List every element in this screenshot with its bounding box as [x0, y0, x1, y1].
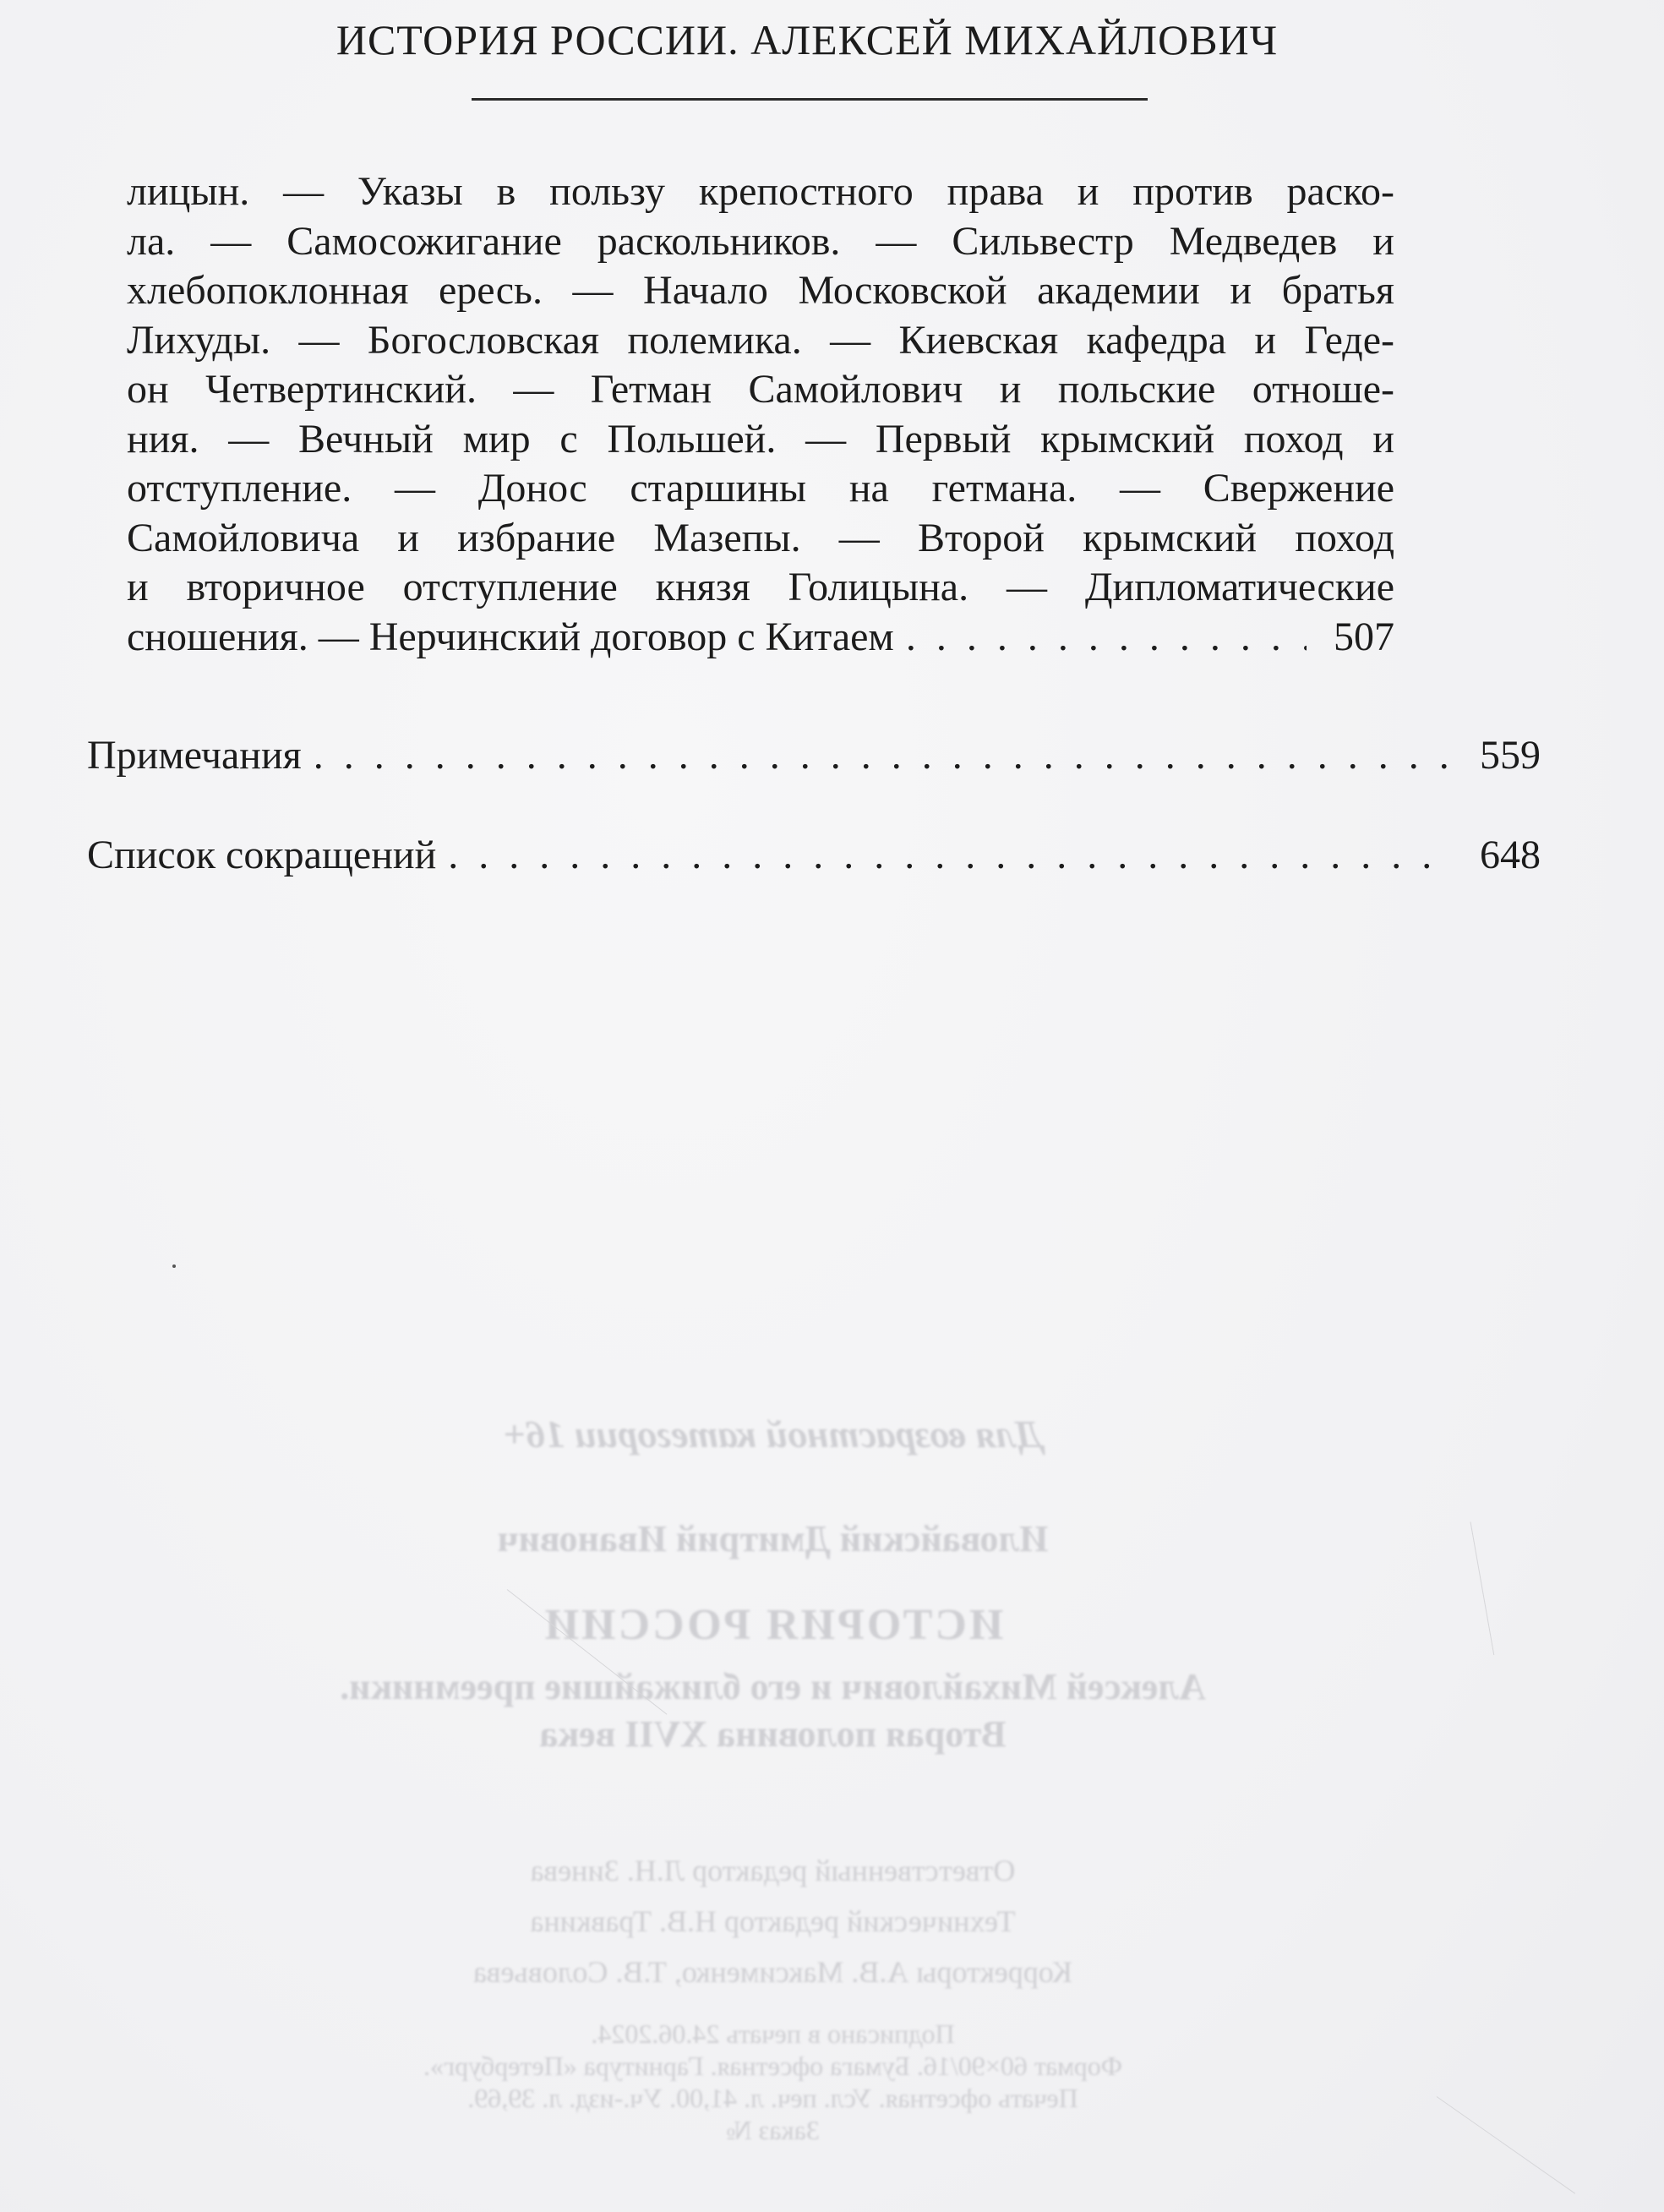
showthrough-subtitle: Алексей Михайлович и его ближайшие преемники.	[340, 1666, 1206, 1707]
running-title: ИСТОРИЯ РОССИИ. АЛЕКСЕЙ МИХАЙЛОВИЧ	[336, 16, 1279, 63]
showthrough-print-line: Печать офсетная. Усл. печ. л. 41,00. Уч.-изд. л. 39,69.	[467, 2083, 1078, 2113]
dot-leader	[448, 832, 1453, 878]
toc-text-line: лицын. — Указы в пользу крепостного права и против раско-	[127, 169, 1394, 214]
showthrough-title: ИСТОРИЯ РОССИИ	[542, 1601, 1004, 1649]
page-number: 507	[1334, 614, 1394, 659]
showthrough-staff-line: Технический редактор Н.В. Травкина	[530, 1904, 1016, 1938]
toc-text-line: Самойловича и избрание Мазепы. — Второй крымский поход	[127, 515, 1394, 560]
page-number: 648	[1480, 833, 1541, 877]
toc-entry-title: Примечания	[87, 733, 302, 778]
dot-leader	[314, 732, 1453, 778]
toc-entry-notes[interactable]	[87, 732, 1541, 778]
toc-entry-title: Список сокращений	[87, 833, 437, 877]
toc-continued-entry	[127, 167, 1394, 662]
toc-text-line-last	[127, 613, 1394, 663]
dot-leader	[906, 613, 1307, 663]
showthrough-staff-line: Корректоры А.В. Максименко, Т.В. Соловьева	[473, 1955, 1072, 1989]
toc-text-line: и вторичное отступление князя Голицына. — Дипломатические	[127, 565, 1394, 609]
toc-text-line: Лихуды. — Богословская полемика. — Киевская кафедра и Геде-	[127, 317, 1394, 363]
header-rule	[472, 98, 1148, 101]
toc-text-line: ла. — Самосожигание раскольников. — Сильвестр Медведев и	[127, 218, 1394, 264]
toc-text-line: он Четвертинский. — Гетман Самойлович и польские отноше-	[127, 367, 1394, 412]
showthrough-print-line: Формат 60×90/16. Бумага офсетная. Гарнитура «Петербург».	[423, 2051, 1123, 2081]
showthrough-author: Иловайский Дмитрий Иванович	[497, 1518, 1049, 1559]
showthrough-staff-line: Ответственный редактор Л.Н. Зинева	[530, 1854, 1016, 1887]
toc-text-line: хлебопоклонная ересь. — Начало Московской академии и братья	[127, 268, 1394, 313]
toc-text-line: отступление. — Донос старшины на гетмана. — Свержение	[127, 466, 1394, 511]
paper-speck	[172, 1264, 176, 1268]
showthrough-print-line: Подписано в печать 24.06.2024.	[591, 2018, 955, 2049]
toc-last-line-text: сношения. — Нерчинский договор с Китаем	[127, 614, 894, 659]
toc-text-line: ния. — Вечный мир с Польшей. — Первый крымский поход и	[127, 416, 1394, 462]
page-number: 559	[1480, 733, 1541, 778]
showthrough-subtitle: Вторая половина XVII века	[539, 1713, 1007, 1755]
toc-entry-abbreviations[interactable]	[87, 832, 1541, 878]
showthrough-print-line: Заказ №	[726, 2115, 820, 2145]
showthrough-age-rating: Для возрастной категории 16+	[504, 1412, 1042, 1456]
